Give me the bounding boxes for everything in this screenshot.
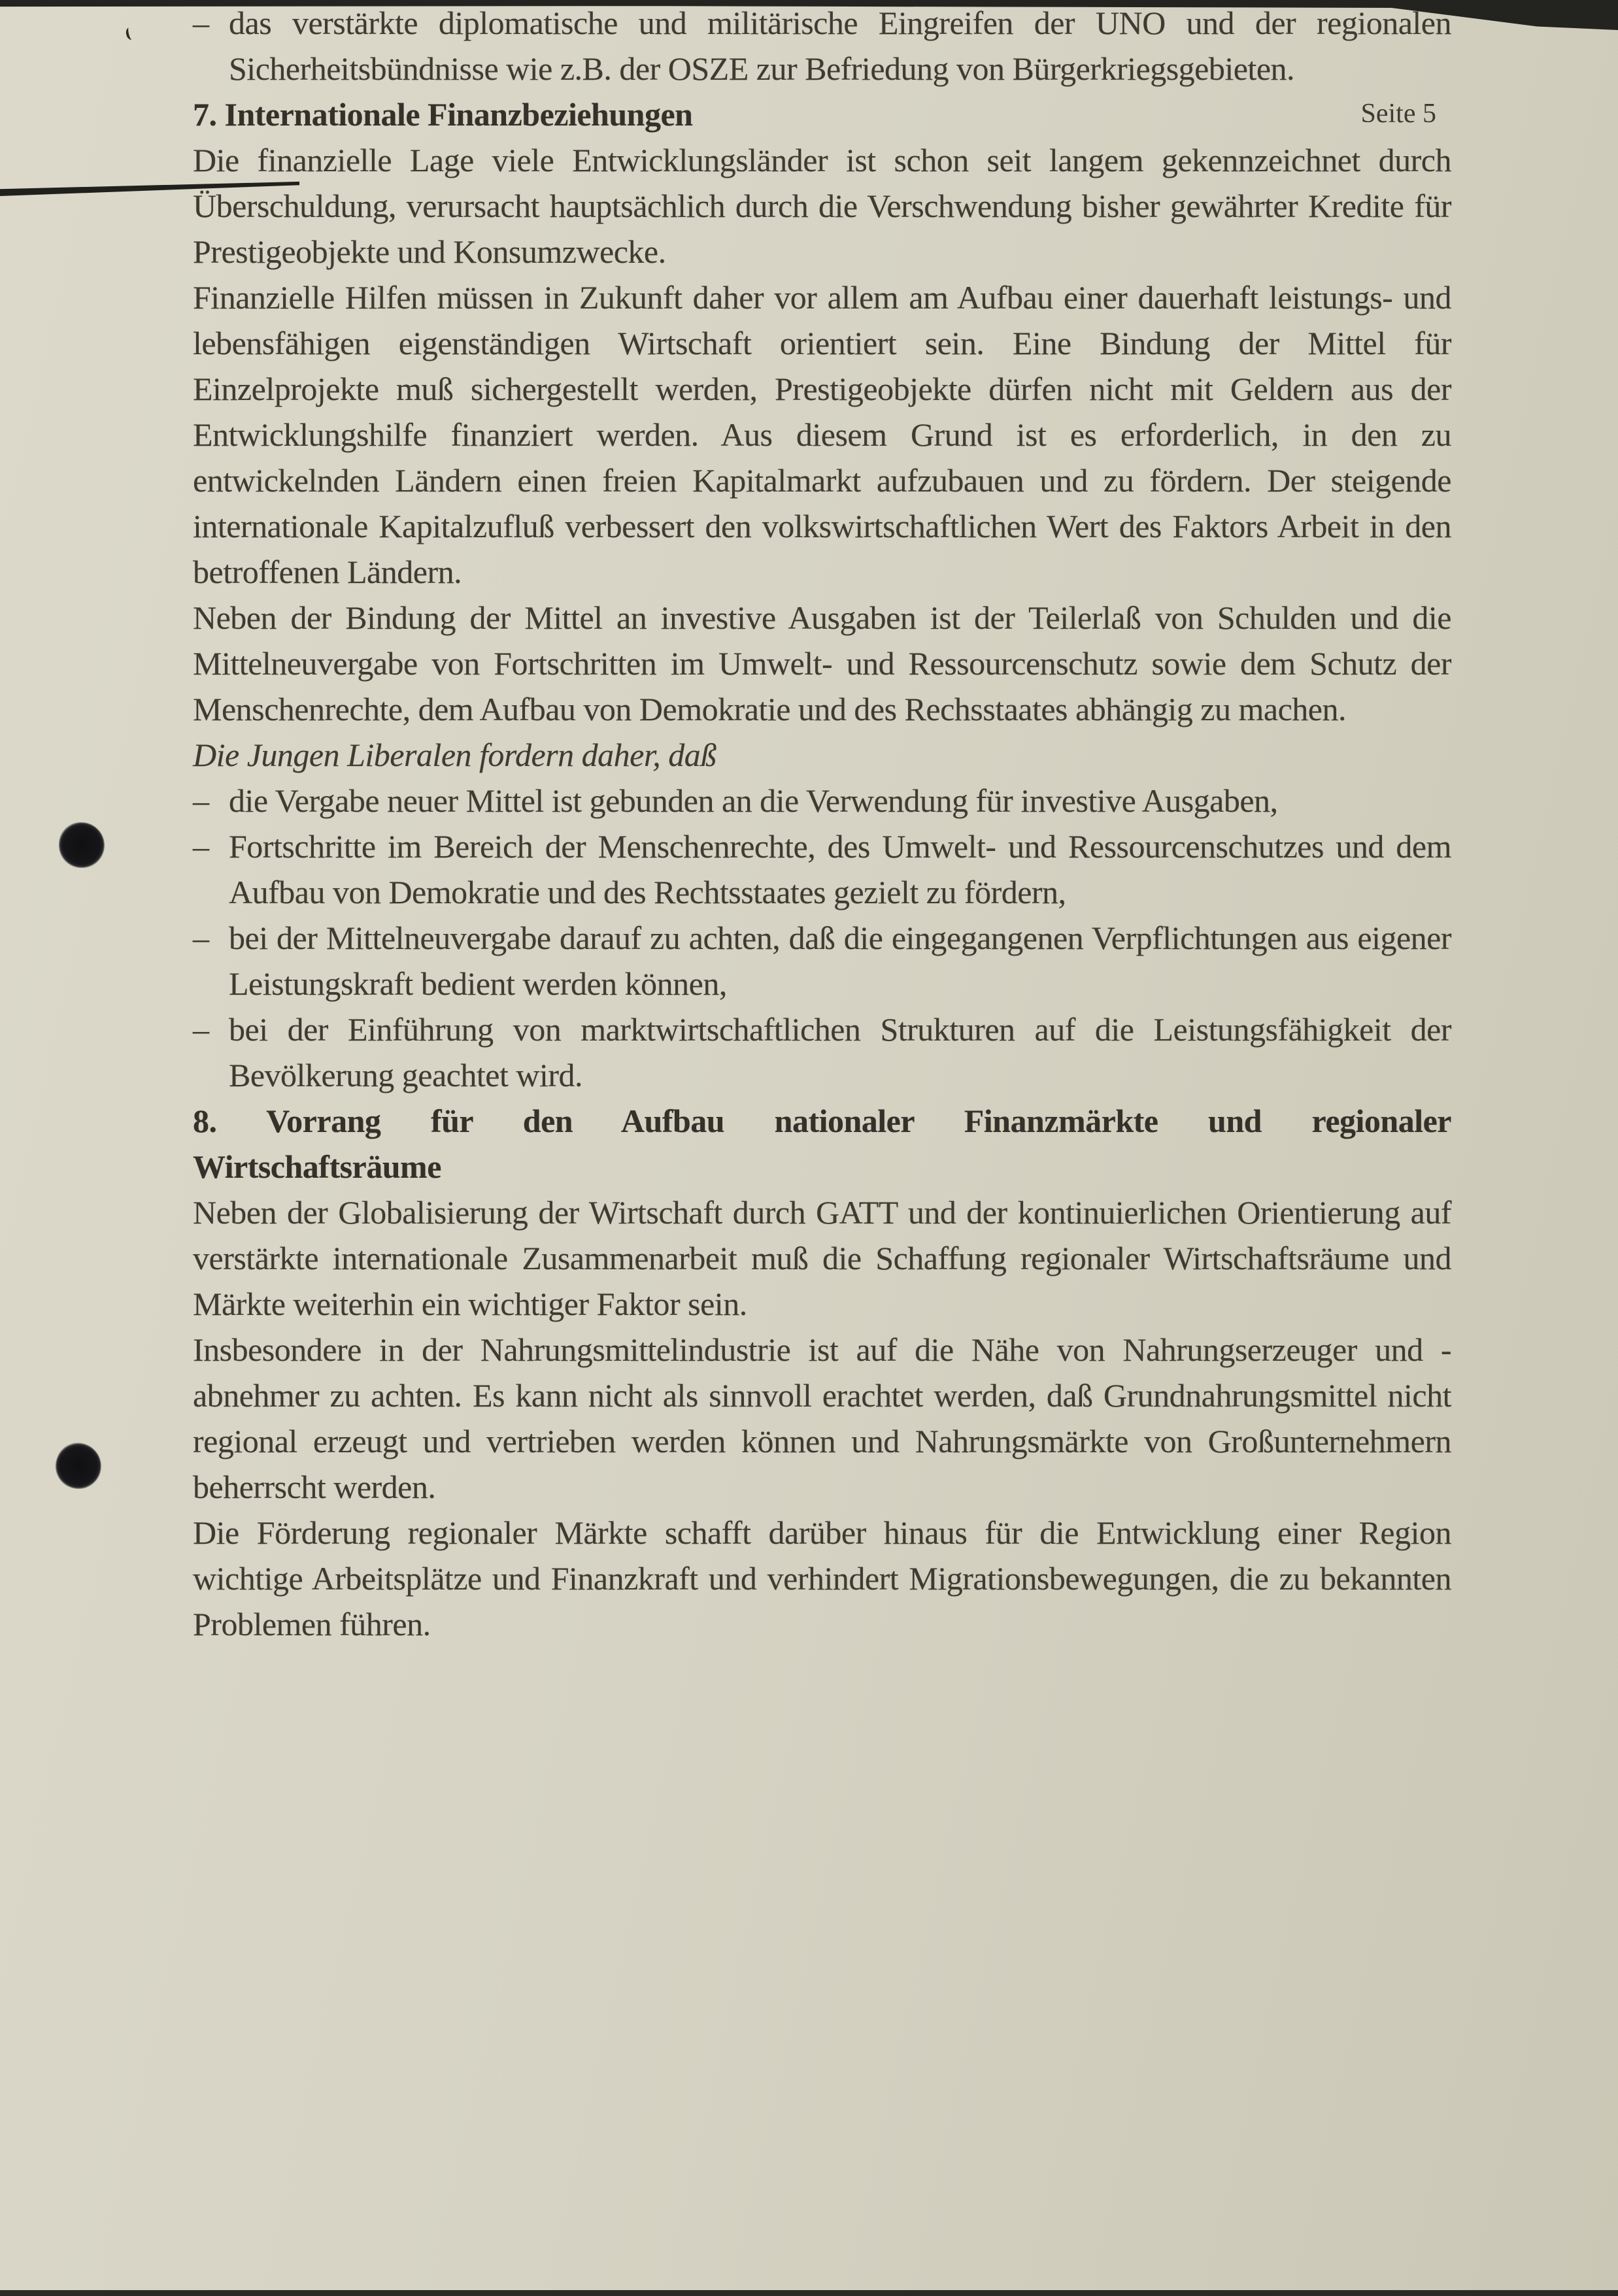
section-8-heading-line1: 8. Vorrang für den Aufbau nationaler Finanzmärkte und regionaler — [193, 1103, 1451, 1139]
paragraph: Neben der Bindung der Mittel an investive Ausgaben ist der Teilerlaß von Schulden und die Mittelneuvergabe von Fortschritten im Umwelt- und Ressourcenschutz sowie dem Schutz der Menschenrechte, dem Aufbau von Demokratie und des Rechsstaates abhängig zu machen. — [193, 599, 1451, 727]
bullet-dash: – — [193, 782, 209, 819]
hole-punch-bottom — [49, 1437, 108, 1495]
section-8-heading-line2: Wirtschaftsräume — [193, 1148, 441, 1185]
list-item — [193, 0, 1451, 92]
list-item — [193, 1007, 1451, 1098]
staple-speck — [125, 27, 136, 41]
bullet-dash: – — [193, 828, 209, 865]
paragraph: Insbesondere in der Nahrungsmittelindustrie ist auf die Nähe von Nahrungserzeuger und -abnehmer zu achten. Es kann nicht als sinnvoll erachtet werden, daß Grundnahrungsmittel nicht regional erzeugt und vertrieben werden können und Nahrungsmärkte von Großunternehmern beherrscht werden. — [193, 1331, 1451, 1505]
bullet-dash: – — [193, 1011, 209, 1048]
page-number: Seite 5 — [1360, 99, 1436, 129]
hole-punch-top — [59, 822, 105, 868]
paragraph: Neben der Globalisierung der Wirtschaft durch GATT und der kontinuierlichen Orientierung auf verstärkte internationale Zusammenarbeit muß die Schaffung regionaler Wirtschaftsräume und Märkte weiterhin ein wichtiger Faktor sein. — [193, 1194, 1451, 1322]
scan-edge-bottom — [0, 2290, 1618, 2296]
demand-text: die Vergabe neuer Mittel ist gebunden an die Verwendung für investive Ausgaben, — [229, 782, 1278, 819]
list-item — [193, 915, 1451, 1007]
bullet-dash: – — [193, 920, 209, 956]
bullet-dash: – — [193, 5, 209, 41]
document-body — [193, 0, 1451, 1647]
demands-list — [193, 778, 1451, 1098]
section-7-heading: 7. Internationale Finanzbeziehungen — [193, 96, 693, 133]
list-item — [193, 824, 1451, 915]
paragraph: Finanzielle Hilfen müssen in Zukunft daher vor allem am Aufbau einer dauerhaft leistungs- und lebensfähigen eigenständigen Wirtschaft orientiert sein. Eine Bindung der Mittel für Einzelprojekte muß sichergestellt werden, Prestigeobjekte dürfen nicht mit Geldern aus der Entwicklungshilfe finanziert werden. Aus diesem Grund ist es erforderlich, in den zu entwickelnden Ländern einen freien Kapitalmarkt aufzubauen und zu fördern. Der steigende internationale Kapitalzufluß verbessert den volkswirtschaftlichen Wert des Faktors Arbeit in den betroffenen Ländern. — [193, 279, 1451, 590]
list-item — [193, 778, 1451, 824]
paragraph: Die finanzielle Lage viele Entwicklungsländer ist schon seit langem gekennzeichnet durch Überschuldung, verursacht hauptsächlich durch die Verschwendung bisher gewährter Kredite für Prestigeobjekte und Konsumzwecke. — [193, 142, 1451, 270]
section-8-heading — [193, 1098, 1451, 1190]
demand-text: bei der Einführung von marktwirtschaftlichen Strukturen auf die Leistungsfähigkeit der Bevölkerung geachtet wird. — [229, 1011, 1451, 1093]
intro-bullet-text: das verstärkte diplomatische und militärische Eingreifen der UNO und der regionalen Sicherheitsbündnisse wie z.B. der OSZE zur Befriedung von Bürgerkriegsgebieten. — [229, 5, 1451, 87]
demand-text: Fortschritte im Bereich der Menschenrechte, des Umwelt- und Ressourcenschutzes und dem Aufbau von Demokratie und des Rechtsstaates gezielt zu fördern, — [229, 828, 1451, 910]
demand-text: bei der Mittelneuvergabe darauf zu achten, daß die eingegangenen Verpflichtungen aus eigener Leistungskraft bedient werden können, — [229, 920, 1451, 1002]
paragraph: Die Förderung regionaler Märkte schafft darüber hinaus für die Entwicklung einer Region wichtige Arbeitsplätze und Finanzkraft und verhindert Migrationsbewegungen, die zu bekannten Problemen führen. — [193, 1514, 1451, 1642]
demands-intro: Die Jungen Liberalen fordern daher, daß — [193, 737, 716, 773]
